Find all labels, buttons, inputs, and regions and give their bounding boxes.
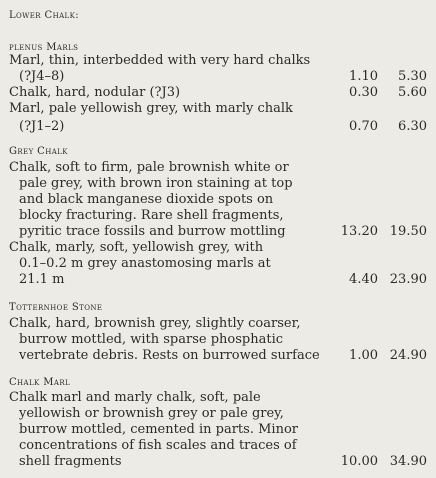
description-line: [9, 316, 427, 332]
line-text: burrow mottled, cemented in parts. Minor: [19, 422, 298, 437]
section-title: plenus Marls: [9, 42, 79, 53]
description-line: [19, 69, 427, 85]
line-text: 21.1 m: [19, 272, 65, 287]
depth-value: 19.50: [389, 224, 427, 239]
thickness-value: 1.00: [349, 348, 378, 363]
section-title: Totternhoe Stone: [9, 302, 103, 313]
description-line: [19, 119, 427, 135]
line-text: pale grey, with brown iron staining at top: [19, 176, 293, 191]
description-line: [9, 101, 427, 117]
section-title: Chalk Marl: [9, 377, 71, 388]
line-text: Chalk, marly, soft, yellowish grey, with: [9, 240, 264, 255]
depth-value: 34.90: [389, 454, 427, 469]
thickness-value: 13.20: [340, 224, 378, 239]
description-line: [19, 208, 427, 224]
line-text: yellowish or brownish grey or pale grey,: [19, 406, 284, 421]
line-text: Marl, pale yellowish grey, with marly chalk: [9, 101, 293, 116]
description-line: [19, 224, 427, 240]
line-text: shell fragments: [19, 454, 122, 469]
main-heading: Lower Chalk:: [9, 10, 79, 21]
description-line: [9, 160, 427, 176]
description-line: [9, 85, 427, 101]
description-line: [19, 422, 427, 438]
thickness-value: 10.00: [340, 454, 378, 469]
thickness-value: 0.70: [349, 119, 378, 134]
description-line: [19, 176, 427, 192]
line-text: (?J1–2): [19, 119, 65, 134]
description-line: [9, 53, 427, 69]
line-text: and black manganese dioxide spots on: [19, 192, 274, 207]
line-text: concentrations of fish scales and traces of: [19, 438, 297, 453]
line-text: burrow mottled, with sparse phosphatic: [19, 332, 284, 347]
depth-value: 23.90: [389, 272, 427, 287]
description-line: [19, 192, 427, 208]
line-text: Chalk marl and marly chalk, soft, pale: [9, 390, 261, 405]
thickness-value: 1.10: [349, 69, 378, 84]
description-line: [19, 272, 427, 288]
line-text: Chalk, soft to firm, pale brownish white or: [9, 160, 289, 175]
section-title: Grey Chalk: [9, 146, 68, 157]
thickness-value: 0.30: [349, 85, 378, 100]
thickness-value: 4.40: [349, 272, 378, 287]
depth-value: 24.90: [389, 348, 427, 363]
depth-value: 6.30: [398, 119, 427, 134]
line-text: (?J4–8): [19, 69, 65, 84]
line-text: blocky fracturing. Rare shell fragments,: [19, 208, 284, 223]
line-text: pyritic trace fossils and burrow mottling: [19, 224, 286, 239]
description-line: [9, 240, 427, 256]
line-text: Chalk, hard, nodular (?J3): [9, 85, 181, 100]
description-line: [19, 348, 427, 364]
depth-value: 5.60: [398, 85, 427, 100]
description-line: [19, 454, 427, 470]
description-line: [19, 332, 427, 348]
description-line: [19, 438, 427, 454]
description-line: [9, 390, 427, 406]
line-text: Marl, thin, interbedded with very hard chalks: [9, 53, 311, 68]
description-line: [19, 256, 427, 272]
depth-value: 5.30: [398, 69, 427, 84]
description-line: [19, 406, 427, 422]
line-text: 0.1–0.2 m grey anastomosing marls at: [19, 256, 271, 271]
line-text: Chalk, hard, brownish grey, slightly coarser,: [9, 316, 301, 331]
line-text: vertebrate debris. Rests on burrowed surface: [19, 348, 320, 363]
